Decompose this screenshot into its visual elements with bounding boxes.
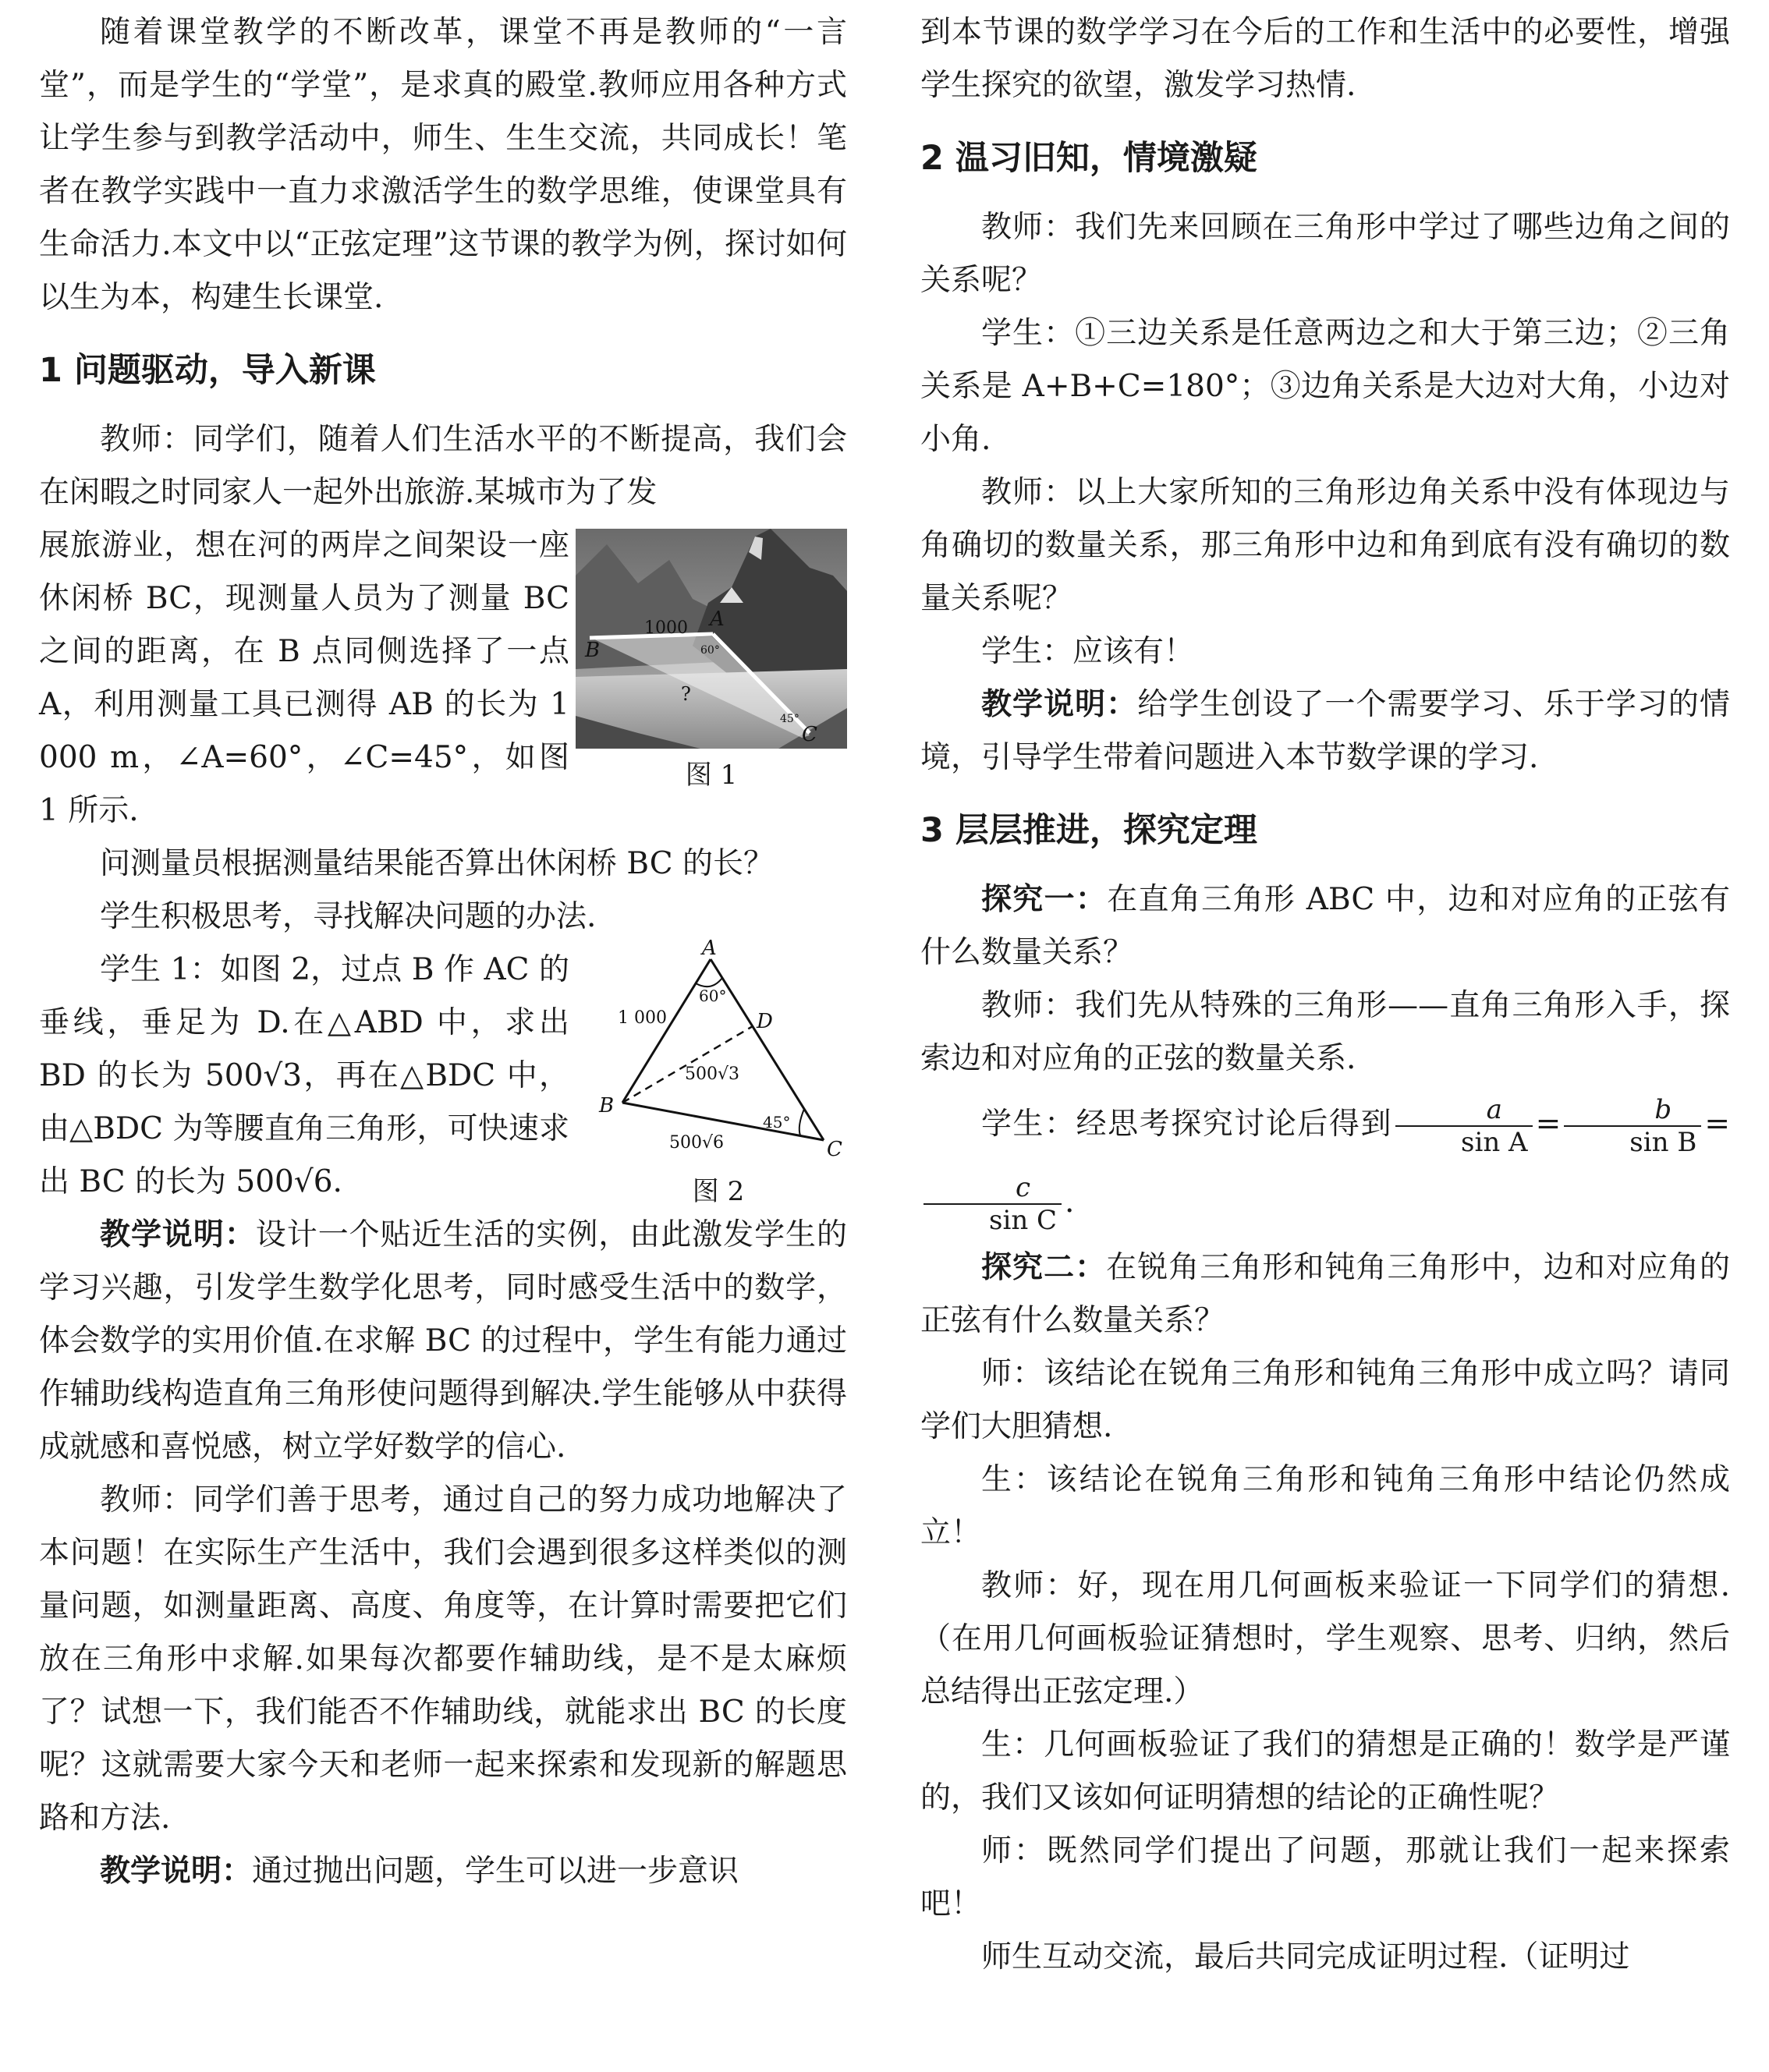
section-3-heading: 3 层层推进，探究定理 xyxy=(920,811,1257,850)
right-column xyxy=(920,6,1730,1984)
exploration-lead: 探究一： xyxy=(981,882,1108,917)
fig2-label-a: A xyxy=(702,939,717,960)
paragraph: 师：该结论在锐角三角形和钝角三角形中成立吗？请同学们大胆猜想. xyxy=(920,1356,1730,1444)
paragraph: 教师：同学们，随着人们生活水平的不断提高，我们会在闲暇之时同家人一起外出旅游.某城市为了发 xyxy=(39,422,847,510)
paragraph: 师生互动交流，最后共同完成证明过程.（证明过 xyxy=(981,1939,1630,1975)
paragraph: 教师：以上大家所知的三角形边角关系中没有体现边与角确切的数量关系，那三角形中边和角到底有没有确切的数量关系呢？ xyxy=(920,475,1730,616)
figure-1-caption: 图 1 xyxy=(685,760,738,791)
equals-sign: = xyxy=(1535,1107,1562,1142)
paragraph: 学生 1：如图 2，过点 B 作 AC 的垂线，垂足为 D.在△ABD 中，求出 BD 的长为 500√3，再在△BDC 中，由△BDC 为等腰直角三角形，可快速求出 BC 的长为 500√6. xyxy=(39,952,569,1199)
fig2-label-angle-c: 45° xyxy=(763,1113,791,1132)
paragraph: 教师：我们先来回顾在三角形中学过了哪些边角之间的关系呢？ xyxy=(920,210,1730,298)
note-text: 通过抛出问题，学生可以进一步意识 xyxy=(252,1854,739,1889)
note-text: 设计一个贴近生活的实例，由此激发学生的学习兴趣，引发学生数学化思考，同时感受生活中的数学，体会数学的实用价值.在求解 BC 的过程中，学生有能力通过作辅助线构造直角三角形使问题得到解决.学生能够从中获得成就感和喜悦感，树立学好数学的信心. xyxy=(39,1217,847,1465)
figure-1-wrap xyxy=(39,519,847,838)
fig1-label-question: ? xyxy=(681,683,691,705)
fraction-c-sin-c xyxy=(923,1172,1062,1236)
fig1-label-ab: 1000 xyxy=(644,618,688,638)
denominator: sin B xyxy=(1629,1127,1697,1158)
note-lead: 教学说明： xyxy=(100,1854,253,1889)
fig1-label-c: C xyxy=(802,723,817,746)
teaching-note xyxy=(39,1209,847,1474)
paragraph: 教师：我们先从特殊的三角形——直角三角形入手，探索边和对应角的正弦的数量关系. xyxy=(920,988,1730,1076)
fraction-b-sin-b xyxy=(1564,1094,1701,1158)
fig1-label-angle-c: 45° xyxy=(780,713,799,725)
teaching-note xyxy=(920,678,1730,785)
numerator: c xyxy=(923,1172,1062,1205)
period: . xyxy=(1065,1185,1075,1220)
fig2-label-bd: 500√3 xyxy=(685,1064,740,1084)
paragraph: 生：几何画板验证了我们的猜想是正确的！数学是严谨的，我们又该如何证明猜想的结论的正确性呢？ xyxy=(920,1727,1730,1815)
exploration-text: 在直角三角形 ABC 中，边和对应角的正弦有什么数量关系？ xyxy=(920,882,1730,970)
fig2-label-angle-a: 60° xyxy=(699,986,727,1005)
paragraph: 学生：应该有！ xyxy=(981,634,1195,669)
figure-1 xyxy=(576,529,847,794)
paragraph: 问测量员根据测量结果能否算出休闲桥 BC 的长？ xyxy=(100,846,775,881)
fig1-label-a: A xyxy=(710,607,725,631)
formula-intro: 学生：经思考探究讨论后得到 xyxy=(981,1107,1393,1142)
fig2-label-d: D xyxy=(757,1010,773,1033)
paragraph: 生：该结论在锐角三角形和钝角三角形中结论仍然成立！ xyxy=(920,1462,1730,1550)
exploration-1 xyxy=(920,873,1730,979)
note-text: 给学生创设了一个需要学习、乐于学习的情境，引导学生带着问题进入本节数学课的学习. xyxy=(920,687,1730,775)
paragraph: 到本节课的数学学习在今后的工作和生活中的必要性，增强学生探究的欲望，激发学习热情. xyxy=(920,15,1730,103)
figure-2-wrap xyxy=(39,939,847,1209)
fig2-label-c: C xyxy=(827,1138,842,1161)
section-2-heading: 2 温习旧知，情境激疑 xyxy=(920,139,1257,178)
fig1-label-b: B xyxy=(585,639,601,662)
figure-2-caption: 图 2 xyxy=(692,1176,745,1207)
paragraph: 展旅游业，想在河的两岸之间架设一座休闲桥 BC，现测量人员为了测量 BC 之间的距离，在 B 点同侧选择了一点 A，利用测量工具已测得 AB 的长为 1 000 m，∠A=60°，∠C=45°，如图 1 所示. xyxy=(39,528,569,828)
paragraph: 学生积极思考，寻找解决问题的办法. xyxy=(100,899,597,934)
equals-sign: = xyxy=(1704,1107,1730,1142)
note-lead: 教学说明： xyxy=(981,687,1138,722)
paragraph: 师：既然同学们提出了问题，那就让我们一起来探索吧！ xyxy=(920,1833,1730,1921)
numerator: b xyxy=(1564,1094,1701,1127)
formula-paragraph xyxy=(920,1086,1730,1241)
triangle-diagram xyxy=(590,939,847,1165)
denominator: sin A xyxy=(1461,1127,1528,1158)
numerator: a xyxy=(1395,1094,1533,1127)
intro-paragraph: 随着课堂教学的不断改革，课堂不再是教师的“一言堂”，而是学生的“学堂”，是求真的殿堂.教师应用各种方式让学生参与到教学活动中，师生、生生交流，共同成长！笔者在教学实践中一直力求激活学生的数学思维，使课堂具有生命活力.本文中以“正弦定理”这节课的教学为例，探讨如何以生为本，构建生长课堂. xyxy=(39,15,847,315)
fig1-label-angle-a: 60° xyxy=(700,644,720,657)
paragraph: 学生：①三边关系是任意两边之和大于第三边；②三角关系是 A+B+C=180°；③边角关系是大边对大角，小边对小角. xyxy=(920,316,1730,457)
fig2-label-ab: 1 000 xyxy=(618,1008,667,1028)
denominator: sin C xyxy=(989,1205,1058,1236)
section-1-heading: 1 问题驱动，导入新课 xyxy=(39,351,376,390)
paragraph: 教师：好，现在用几何画板来验证一下同学们的猜想.（在用几何画板验证猜想时，学生观察、思考、归纳，然后总结得出正弦定理.） xyxy=(920,1568,1730,1709)
exploration-2 xyxy=(920,1241,1730,1348)
left-column xyxy=(39,6,847,1898)
fraction-a-sin-a xyxy=(1395,1094,1533,1158)
exploration-lead: 探究二： xyxy=(981,1250,1107,1285)
paragraph: 教师：同学们善于思考，通过自己的努力成功地解决了本问题！在实际生产生活中，我们会遇到很多这样类似的测量问题，如测量距离、高度、角度等，在计算时需要把它们放在三角形中求解.如果每次都要作辅助线，是不是太麻烦了？试想一下，我们能否不作辅助线，就能求出 BC 的长度呢？这就需要大家今天和老师一起来探索和发现新的解题思路和方法. xyxy=(39,1482,847,1836)
exploration-text: 在锐角三角形和钝角三角形中，边和对应角的正弦有什么数量关系？ xyxy=(920,1250,1730,1338)
landscape-photo xyxy=(576,529,847,749)
note-lead: 教学说明： xyxy=(100,1217,256,1252)
figure-2 xyxy=(590,939,847,1210)
fig2-label-b: B xyxy=(599,1094,615,1117)
fig2-label-bc: 500√6 xyxy=(669,1133,725,1153)
teaching-note xyxy=(39,1845,847,1898)
